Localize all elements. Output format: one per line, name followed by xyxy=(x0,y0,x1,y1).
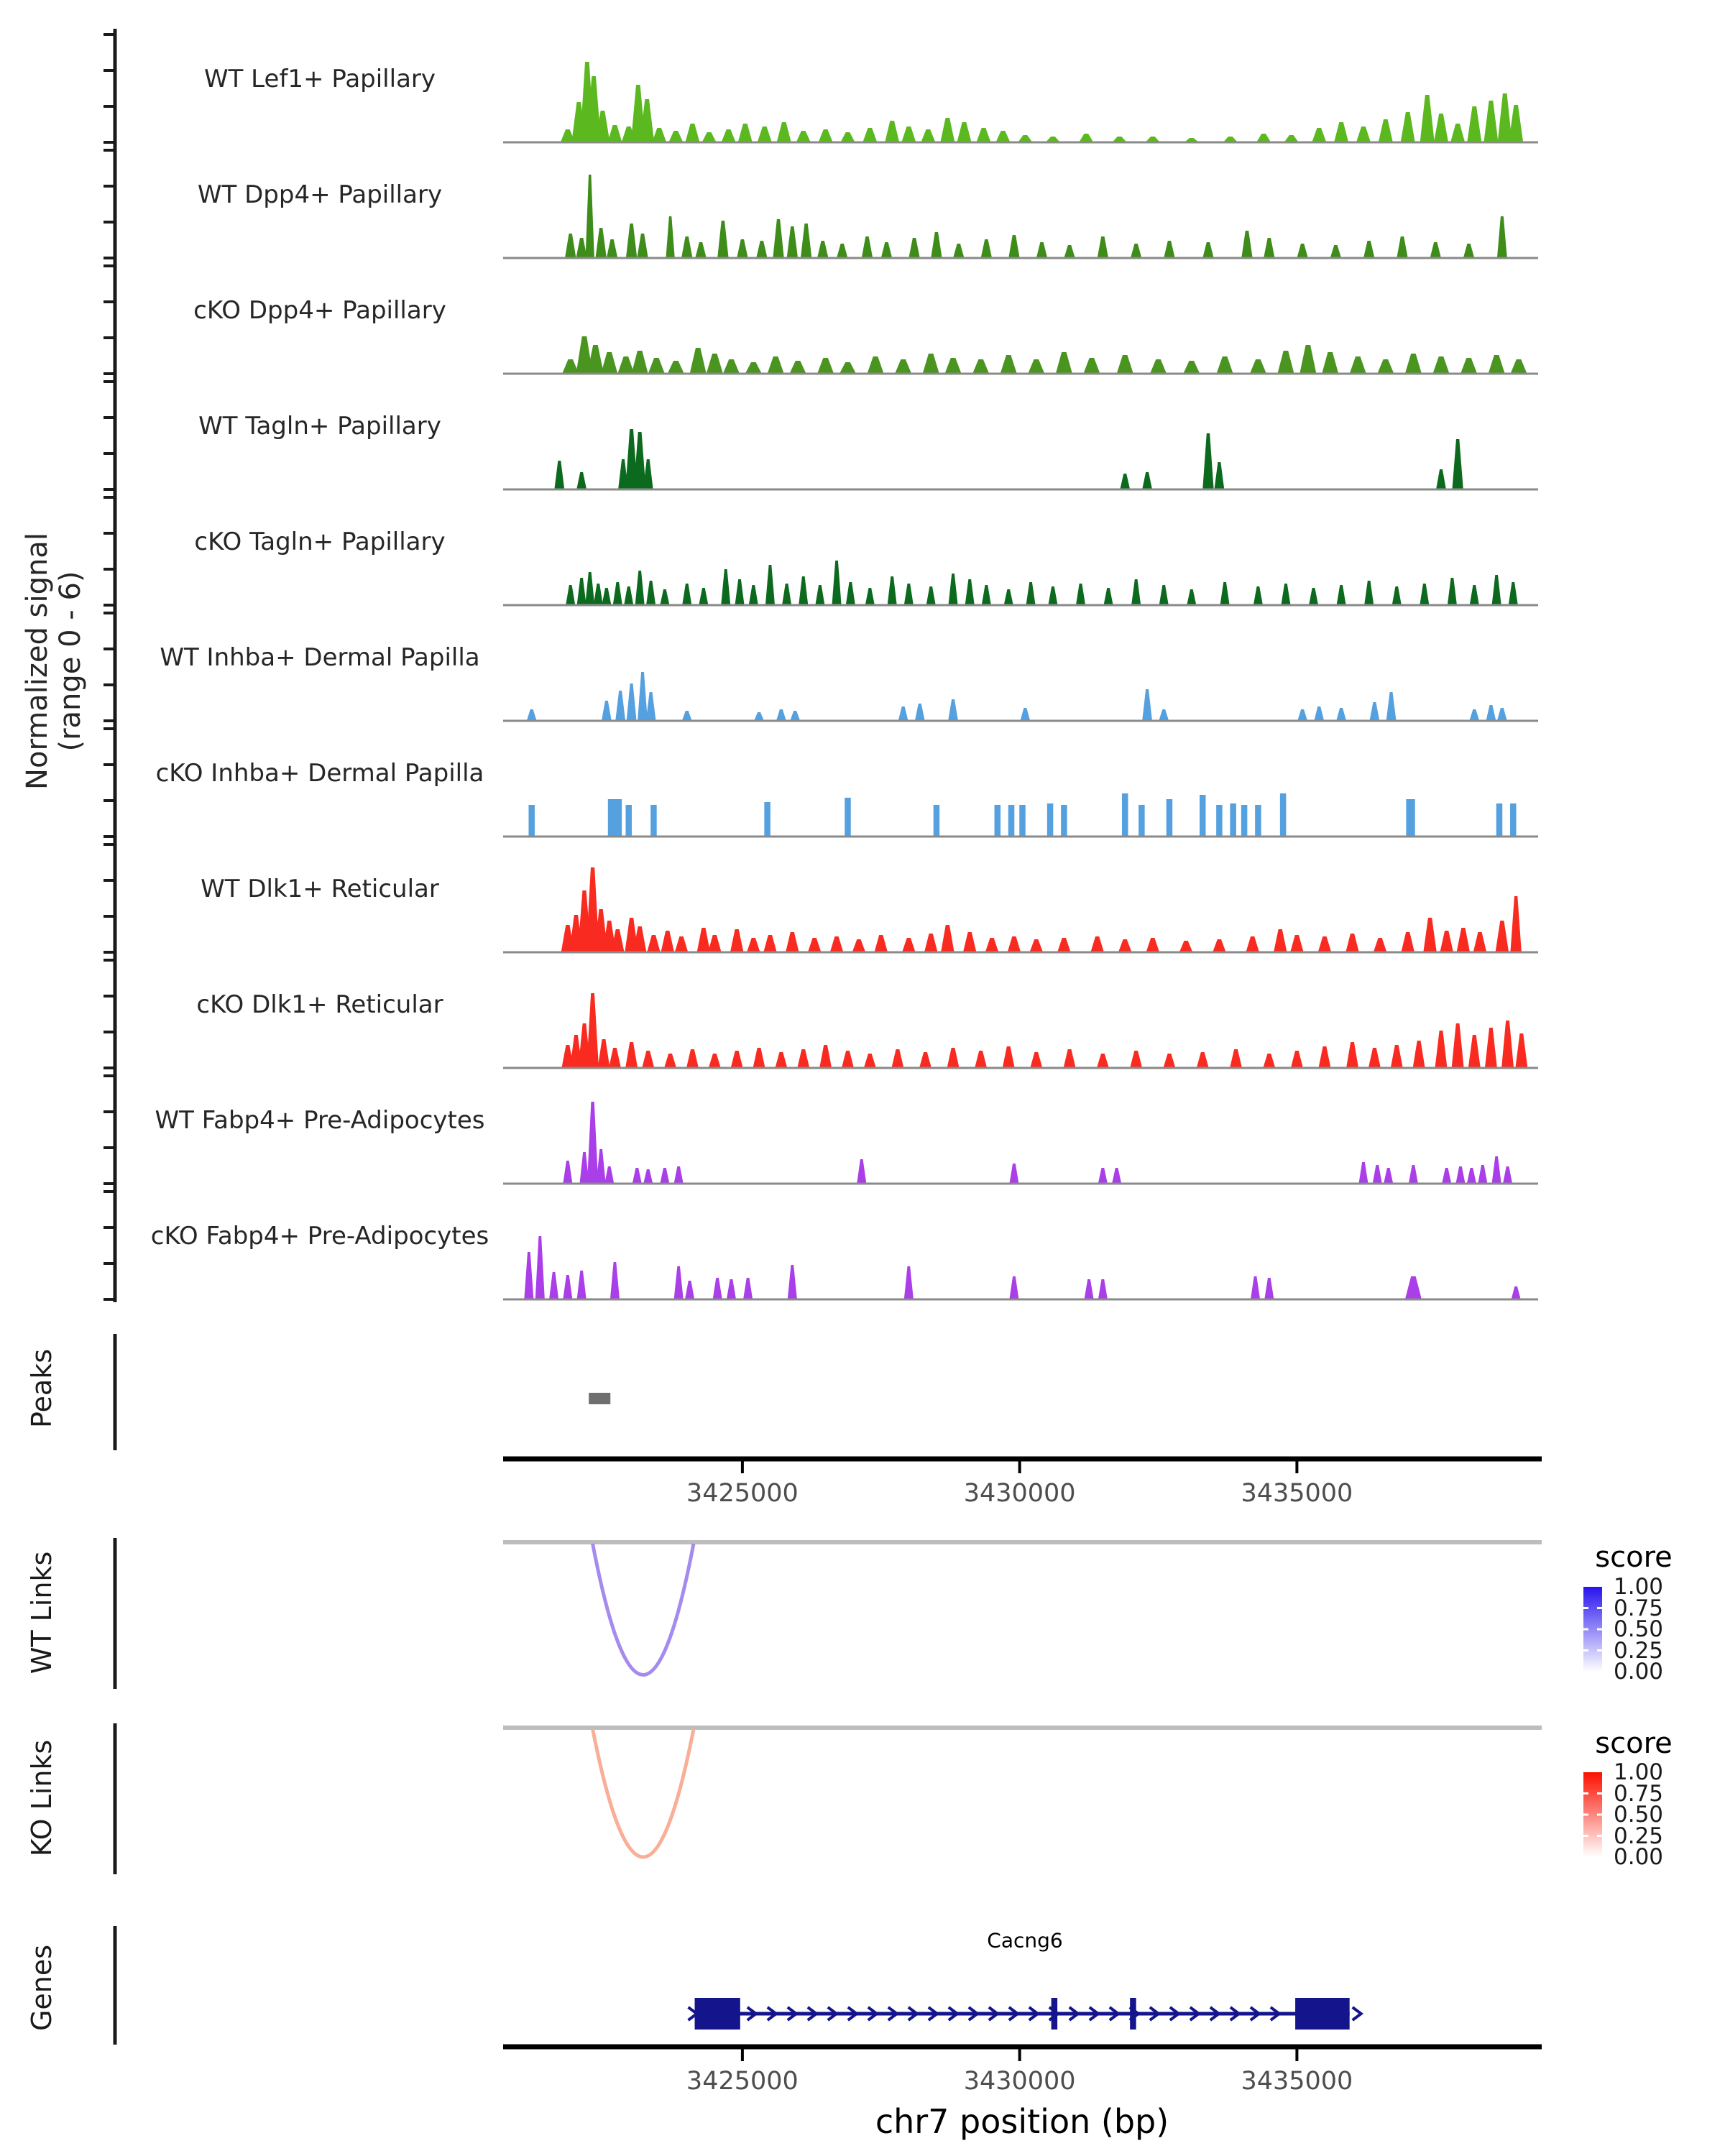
x-axis-tick-label: 3430000 xyxy=(963,2067,1076,2096)
wt-score-legend-title: score xyxy=(1595,1541,1673,1574)
score-legend-tick-label: 0.00 xyxy=(1614,1844,1664,1870)
wt-links-section-label: WT Links xyxy=(26,1551,58,1674)
y-axis-label-line1: Normalized signal xyxy=(21,533,54,790)
track-label: WT Fabp4+ Pre-Adipocytes xyxy=(155,1106,485,1135)
ko-score-legend-title: score xyxy=(1595,1727,1673,1760)
x-axis-title: chr7 position (bp) xyxy=(875,2102,1169,2141)
score-legend-tick-label: 0.75 xyxy=(1614,1595,1664,1621)
genes-section-label: Genes xyxy=(26,1944,58,2032)
track-label: WT Dpp4+ Papillary xyxy=(197,180,443,209)
x-axis-tick-label: 3430000 xyxy=(963,1479,1076,1508)
links-tracks xyxy=(503,1542,1542,1857)
ko-links-section-label: KO Links xyxy=(26,1739,58,1857)
score-legend-tick-label: 0.50 xyxy=(1614,1616,1664,1642)
signal-tracks xyxy=(503,62,1538,1299)
x-axis-tick-label: 3435000 xyxy=(1241,2067,1353,2096)
peaks-track xyxy=(589,1393,610,1404)
axis-lines xyxy=(104,29,1542,2061)
score-legend-tick-label: 1.00 xyxy=(1614,1759,1664,1785)
peaks-section-label: Peaks xyxy=(26,1348,58,1429)
score-legend-tick-label: 0.25 xyxy=(1614,1823,1664,1849)
track-label: cKO Dpp4+ Papillary xyxy=(193,296,446,325)
x-axis-tick-label: 3425000 xyxy=(686,1479,799,1508)
score-legend-tick-label: 0.50 xyxy=(1614,1802,1664,1828)
score-legend-tick-label: 0.75 xyxy=(1614,1780,1664,1807)
track-label: WT Tagln+ Papillary xyxy=(198,412,441,441)
score-legend-tick-label: 0.00 xyxy=(1614,1659,1664,1685)
y-axis-label-line2: (range 0 - 6) xyxy=(54,571,87,752)
track-label: WT Lef1+ Papillary xyxy=(203,65,436,93)
x-axis-tick-label: 3435000 xyxy=(1241,1479,1353,1508)
score-legends xyxy=(1583,1587,1602,1857)
score-legend-tick-label: 0.25 xyxy=(1614,1637,1664,1664)
x-axis-tick-label: 3425000 xyxy=(686,2067,799,2096)
track-label: cKO Dlk1+ Reticular xyxy=(196,990,443,1019)
gene-name-label: Cacng6 xyxy=(987,1928,1063,1953)
track-label: cKO Tagln+ Papillary xyxy=(194,528,446,556)
score-legend-tick-label: 1.00 xyxy=(1614,1574,1664,1600)
track-label: WT Dlk1+ Reticular xyxy=(201,875,439,903)
track-label: WT Inhba+ Dermal Papilla xyxy=(160,643,480,672)
track-label: cKO Inhba+ Dermal Papilla xyxy=(155,759,484,788)
gene-model xyxy=(689,1998,1361,2030)
track-label: cKO Fabp4+ Pre-Adipocytes xyxy=(150,1222,489,1250)
